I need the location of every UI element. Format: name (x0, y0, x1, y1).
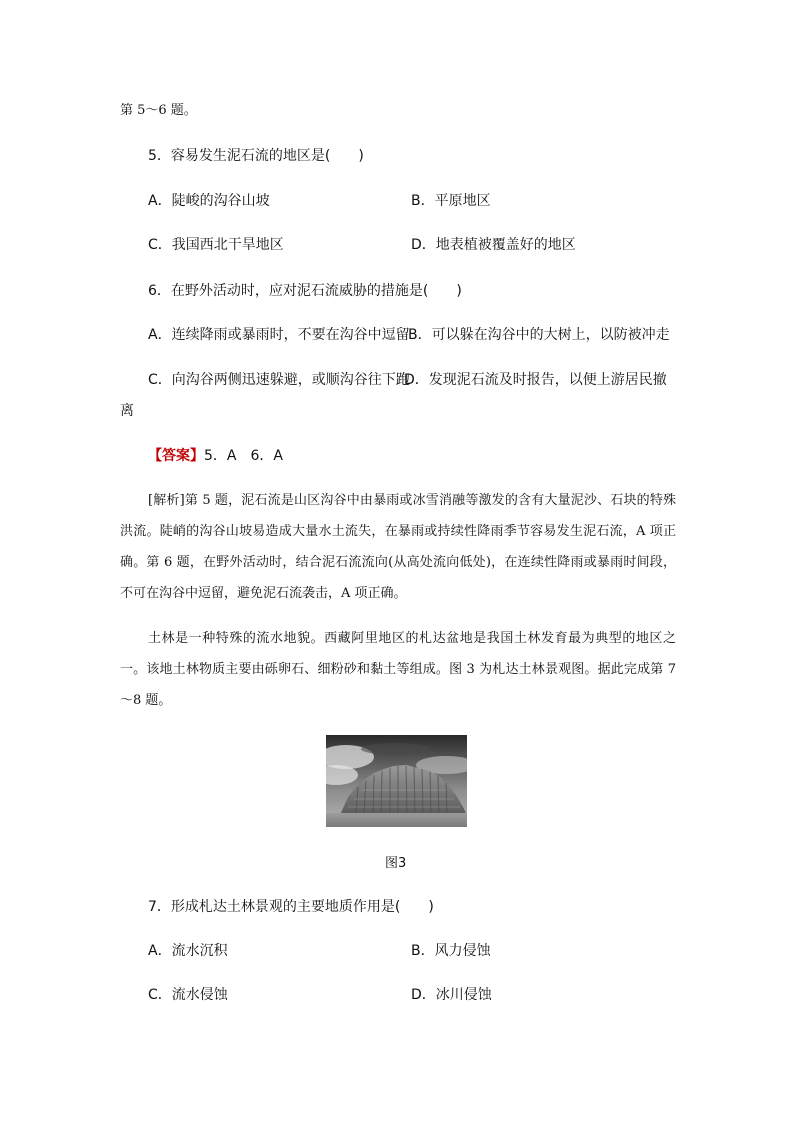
question-7-stem: 7．形成札达土林景观的主要地质作用是( ) (148, 899, 434, 915)
question-6-option-d: D．发现泥石流及时报告，以便上游居民撤 (404, 372, 667, 388)
question-6-stem: 6．在野外活动时，应对泥石流威胁的措施是( ) (148, 283, 462, 299)
question-6-option-c: C．向沟谷两侧迅速躲避，或顺沟谷往下跑 (148, 372, 410, 388)
figure-caption: 图3 (385, 856, 407, 871)
passage-paragraph: 土林是一种特殊的流水地貌。西藏阿里地区的札达盆地是我国土林发育最为典型的地区之一。该地土林物质主要由砾卵石、细粉砂和黏土等组成。图 3 为札达土林景观图。据此完成第 7～8 题。 (120, 631, 676, 708)
analysis-paragraph: [解析]第 5 题，泥石流是山区沟谷中由暴雨或冰雪消融等激发的含有大量泥沙、石块的特殊洪流。陡峭的沟谷山坡易造成大量水土流失，在暴雨或持续性降雨季节容易发生泥石流，A 项正确。第 6 题，在野外活动时，结合泥石流流向(从高处流向低处)，在连续性降雨或暴雨时间段，不可在沟谷中逗留，避免泥石流袭击，A 项正确。 (120, 493, 676, 601)
question-6-option-a: A．连续降雨或暴雨时，不要在沟谷中逗留 (148, 327, 410, 343)
question-5-stem: 5．容易发生泥石流的地区是( ) (148, 148, 364, 164)
question-6-option-d-continued: 离 (120, 403, 134, 419)
question-5-option-b: B．平原地区 (411, 193, 491, 209)
question-5-option-c: C．我国西北干旱地区 (148, 237, 284, 253)
question-7-option-a: A．流水沉积 (148, 943, 228, 959)
question-5-option-d: D．地表植被覆盖好的地区 (411, 237, 576, 253)
answer-tag: 【答案】 (148, 448, 204, 464)
question-7-option-d: D．冰川侵蚀 (411, 987, 492, 1003)
question-7-option-b: B．风力侵蚀 (411, 943, 491, 959)
question-5-option-a: A．陡峻的沟谷山坡 (148, 193, 270, 209)
answer-line (148, 446, 283, 466)
earth-forest-photo (326, 735, 467, 827)
question-7-option-c: C．流水侵蚀 (148, 987, 228, 1003)
answer-text: 5．A 6．A (204, 448, 283, 464)
question-6-option-b: B．可以躲在沟谷中的大树上，以防被冲走 (408, 327, 670, 343)
intro-tail: 第 5～6 题。 (120, 103, 197, 118)
